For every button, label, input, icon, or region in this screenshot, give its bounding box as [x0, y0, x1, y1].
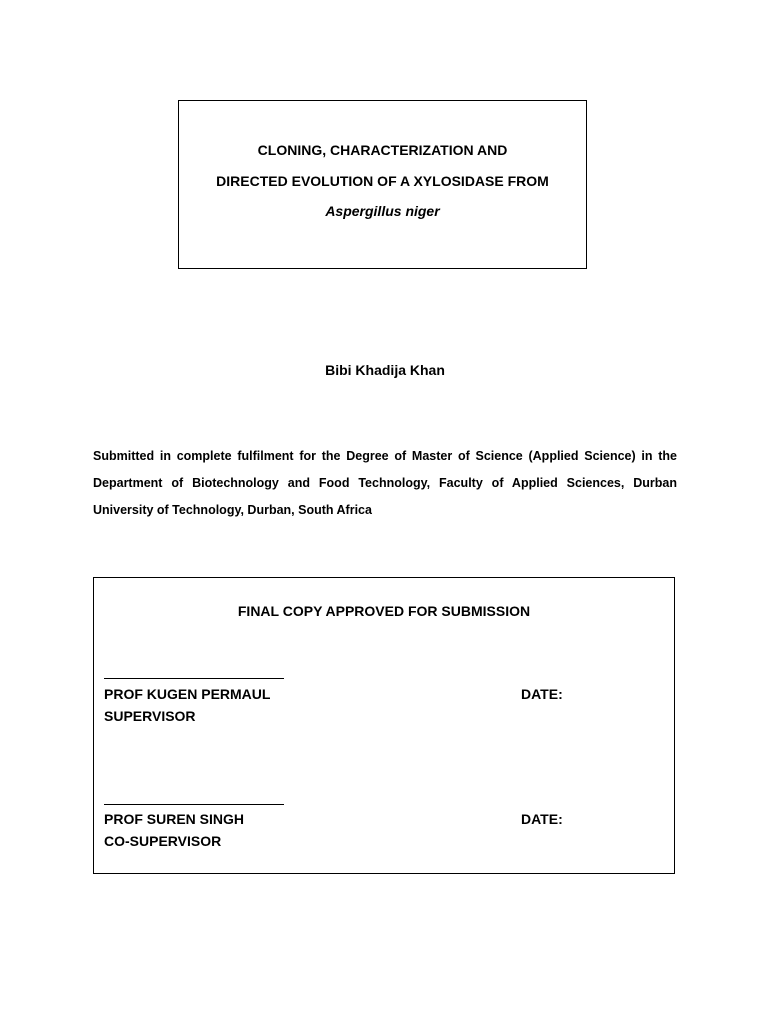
- supervisor-signature-line: [104, 678, 284, 679]
- thesis-title-line-1: CLONING, CHARACTERIZATION AND: [257, 142, 508, 158]
- thesis-title-line-2: DIRECTED EVOLUTION OF A XYLOSIDASE FROM: [216, 173, 549, 189]
- thesis-title-box: [178, 100, 587, 269]
- approval-box: [93, 577, 675, 874]
- approval-heading: FINAL COPY APPROVED FOR SUBMISSION: [237, 603, 531, 619]
- co-supervisor-date-label: DATE:: [521, 811, 563, 827]
- author-name: Bibi Khadija Khan: [325, 362, 445, 378]
- submission-statement: Submitted in complete fulfilment for the Degree of Master of Science (Applied Science) in the Department of Biotechnology and Food Technology, Faculty of Applied Sciences, Durban University of Technology, Durban, South Africa: [93, 449, 677, 517]
- co-supervisor-role: CO-SUPERVISOR: [104, 833, 222, 849]
- co-supervisor-signature-line: [104, 804, 284, 805]
- supervisor-date-label: DATE:: [521, 686, 563, 702]
- thesis-title-organism: Aspergillus niger: [325, 203, 440, 219]
- co-supervisor-name: PROF SUREN SINGH: [104, 811, 245, 827]
- supervisor-role: SUPERVISOR: [104, 708, 196, 724]
- supervisor-name: PROF KUGEN PERMAUL: [104, 686, 271, 702]
